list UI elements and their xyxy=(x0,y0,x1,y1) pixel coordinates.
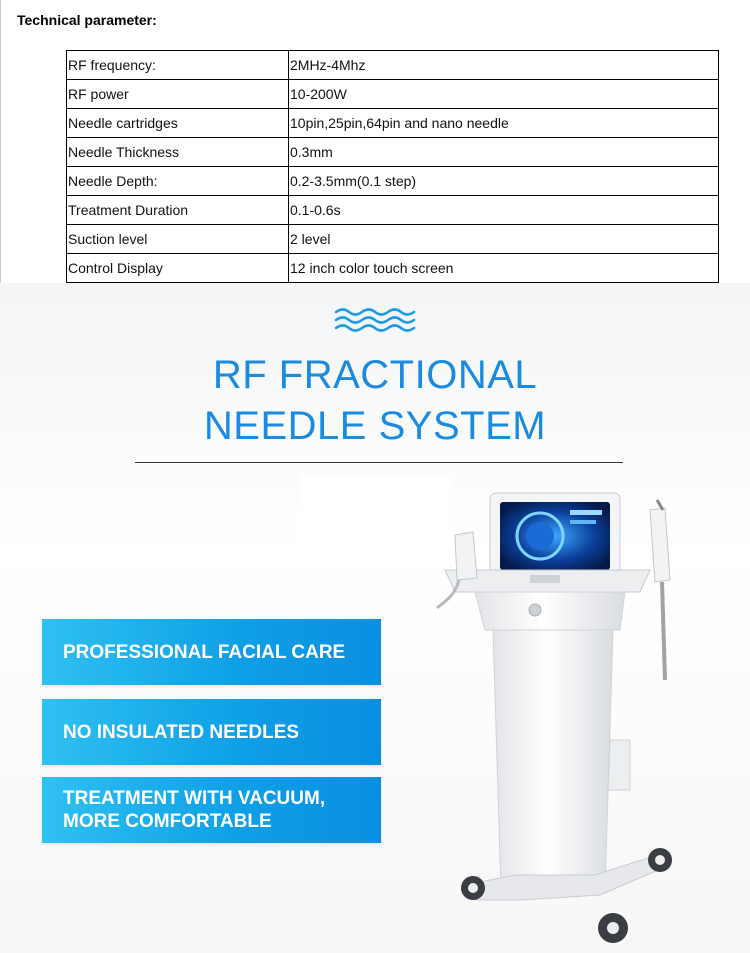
param-name: Suction level xyxy=(67,225,289,254)
title-divider xyxy=(135,462,623,463)
param-value: 0.2-3.5mm(0.1 step) xyxy=(289,167,719,196)
param-value: 0.1-0.6s xyxy=(289,196,719,225)
rf-microneedle-machine-image xyxy=(425,490,695,950)
parameter-table xyxy=(66,50,719,283)
param-name: RF frequency: xyxy=(67,51,289,80)
param-value: 12 inch color touch screen xyxy=(289,254,719,283)
param-value: 10-200W xyxy=(289,80,719,109)
table-row xyxy=(67,225,719,254)
param-name: Treatment Duration xyxy=(67,196,289,225)
table-row xyxy=(67,138,719,167)
param-value: 0.3mm xyxy=(289,138,719,167)
feature-box-needles xyxy=(42,699,381,765)
feature-text: TREATMENT WITH VACUUM, xyxy=(63,788,326,809)
table-row xyxy=(67,167,719,196)
feature-text: NO INSULATED NEEDLES xyxy=(63,721,300,743)
table-row xyxy=(67,109,719,138)
param-name: Control Display xyxy=(67,254,289,283)
param-name: Needle Depth: xyxy=(67,167,289,196)
left-border xyxy=(0,0,1,283)
table-row xyxy=(67,196,719,225)
feature-text: PROFESSIONAL FACIAL CARE xyxy=(63,641,346,663)
param-name: RF power xyxy=(67,80,289,109)
param-value: 2MHz-4Mhz xyxy=(289,51,719,80)
technical-parameter-section xyxy=(0,0,750,283)
feature-text: MORE COMFORTABLE xyxy=(63,811,272,832)
table-row xyxy=(67,80,719,109)
param-name: Needle cartridges xyxy=(67,109,289,138)
banner-title-line2: NEEDLE SYSTEM xyxy=(203,404,547,448)
banner-title-line1: RF FRACTIONAL xyxy=(212,353,538,397)
feature-box-facial-care xyxy=(42,619,381,685)
table-row xyxy=(67,254,719,283)
section-heading: Technical parameter: xyxy=(17,12,157,28)
param-value: 10pin,25pin,64pin and nano needle xyxy=(289,109,719,138)
param-name: Needle Thickness xyxy=(67,138,289,167)
wave-lines-icon xyxy=(333,306,417,334)
feature-box-vacuum xyxy=(42,777,381,843)
param-value: 2 level xyxy=(289,225,719,254)
table-row xyxy=(67,51,719,80)
